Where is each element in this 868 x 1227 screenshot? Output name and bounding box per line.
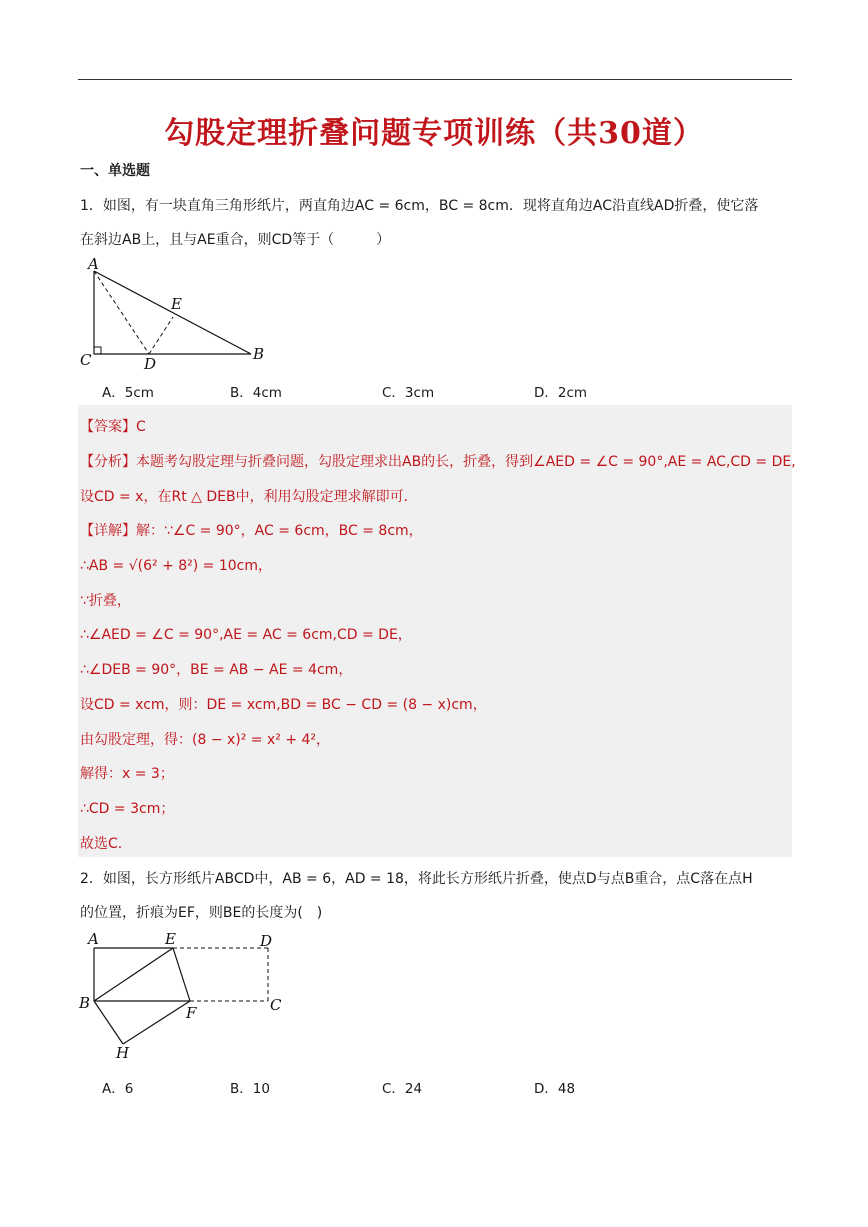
figure-2-label-e: E [165,930,176,948]
question-1-option-d[interactable]: D．2cm [534,385,588,401]
answer-line-8: ∴∠DEB = 90°，BE = AB − AE = 4cm， [80,662,353,678]
figure-2-label-b: B [79,994,91,1012]
question-2-option-c[interactable]: C．24 [382,1081,423,1097]
figure-1-label-c: C [80,351,92,369]
answer-line-1: 【答案】C [80,419,146,435]
answer-line-2: 【分析】本题考勾股定理与折叠问题，勾股定理求出AB的长，折叠，得到∠AED = ∠C = 90°,AE = AC,CD = DE, [80,454,796,470]
answer-line-4: 【详解】解：∵∠C = 90°，AC = 6cm，BC = 8cm， [80,523,423,539]
figure-1-label-a: A [88,255,99,273]
question-2-text-line-2: 的位置，折痕为EF，则BE的长度为( ) [80,905,323,921]
figure-1-label-d: D [144,355,157,370]
question-2-figure [76,928,296,1063]
question-2-option-b[interactable]: B．10 [230,1081,270,1097]
question-2-text-line-1: 2．如图，长方形纸片ABCD中，AB = 6，AD = 18，将此长方形纸片折叠，使点D与点B重合，点C落在点H [80,871,753,887]
question-1-figure [76,255,276,370]
header-rule [78,79,792,80]
question-1-option-a[interactable]: A．5cm [102,385,154,401]
answer-line-7: ∴∠AED = ∠C = 90°,AE = AC = 6cm,CD = DE， [80,627,412,643]
figure-2-label-d: D [260,932,273,950]
page-title: 勾股定理折叠问题专项训练（共30道） [164,116,704,151]
question-1-option-b[interactable]: B．4cm [230,385,282,401]
figure-1-label-e: E [171,295,182,313]
section-heading: 一、单选题 [80,163,150,179]
question-1-text-line-1: 1．如图，有一块直角三角形纸片，两直角边AC = 6cm，BC = 8cm．现将直角边AC沿直线AD折叠，使它落 [80,198,759,214]
answer-line-5: ∴AB = √(6² + 8²) = 10cm， [80,558,273,574]
answer-line-10: 由勾股定理，得：(8 − x)² = x² + 4²， [80,732,331,748]
answer-line-11: 解得：x = 3； [80,766,174,782]
answer-line-13: 故选C. [80,836,123,852]
figure-2-label-a: A [88,930,99,948]
figure-2-label-h: H [116,1044,130,1062]
figure-1-label-b: B [253,345,265,363]
answer-line-6: ∵折叠， [80,593,131,609]
figure-2-label-f: F [186,1004,197,1022]
question-2-option-a[interactable]: A．6 [102,1081,134,1097]
answer-line-12: ∴CD = 3cm； [80,801,175,817]
answer-line-9: 设CD = xcm，则：DE = xcm,BD = BC − CD = (8 − x)cm， [80,697,487,713]
figure-2-label-c: C [270,996,282,1014]
answer-line-3: 设CD = x，在Rt △ DEB中，利用勾股定理求解即可． [80,489,418,505]
question-2-option-d[interactable]: D．48 [534,1081,576,1097]
question-1-option-c[interactable]: C．3cm [382,385,435,401]
question-1-text-line-2: 在斜边AB上，且与AE重合，则CD等于（ ） [80,232,391,248]
